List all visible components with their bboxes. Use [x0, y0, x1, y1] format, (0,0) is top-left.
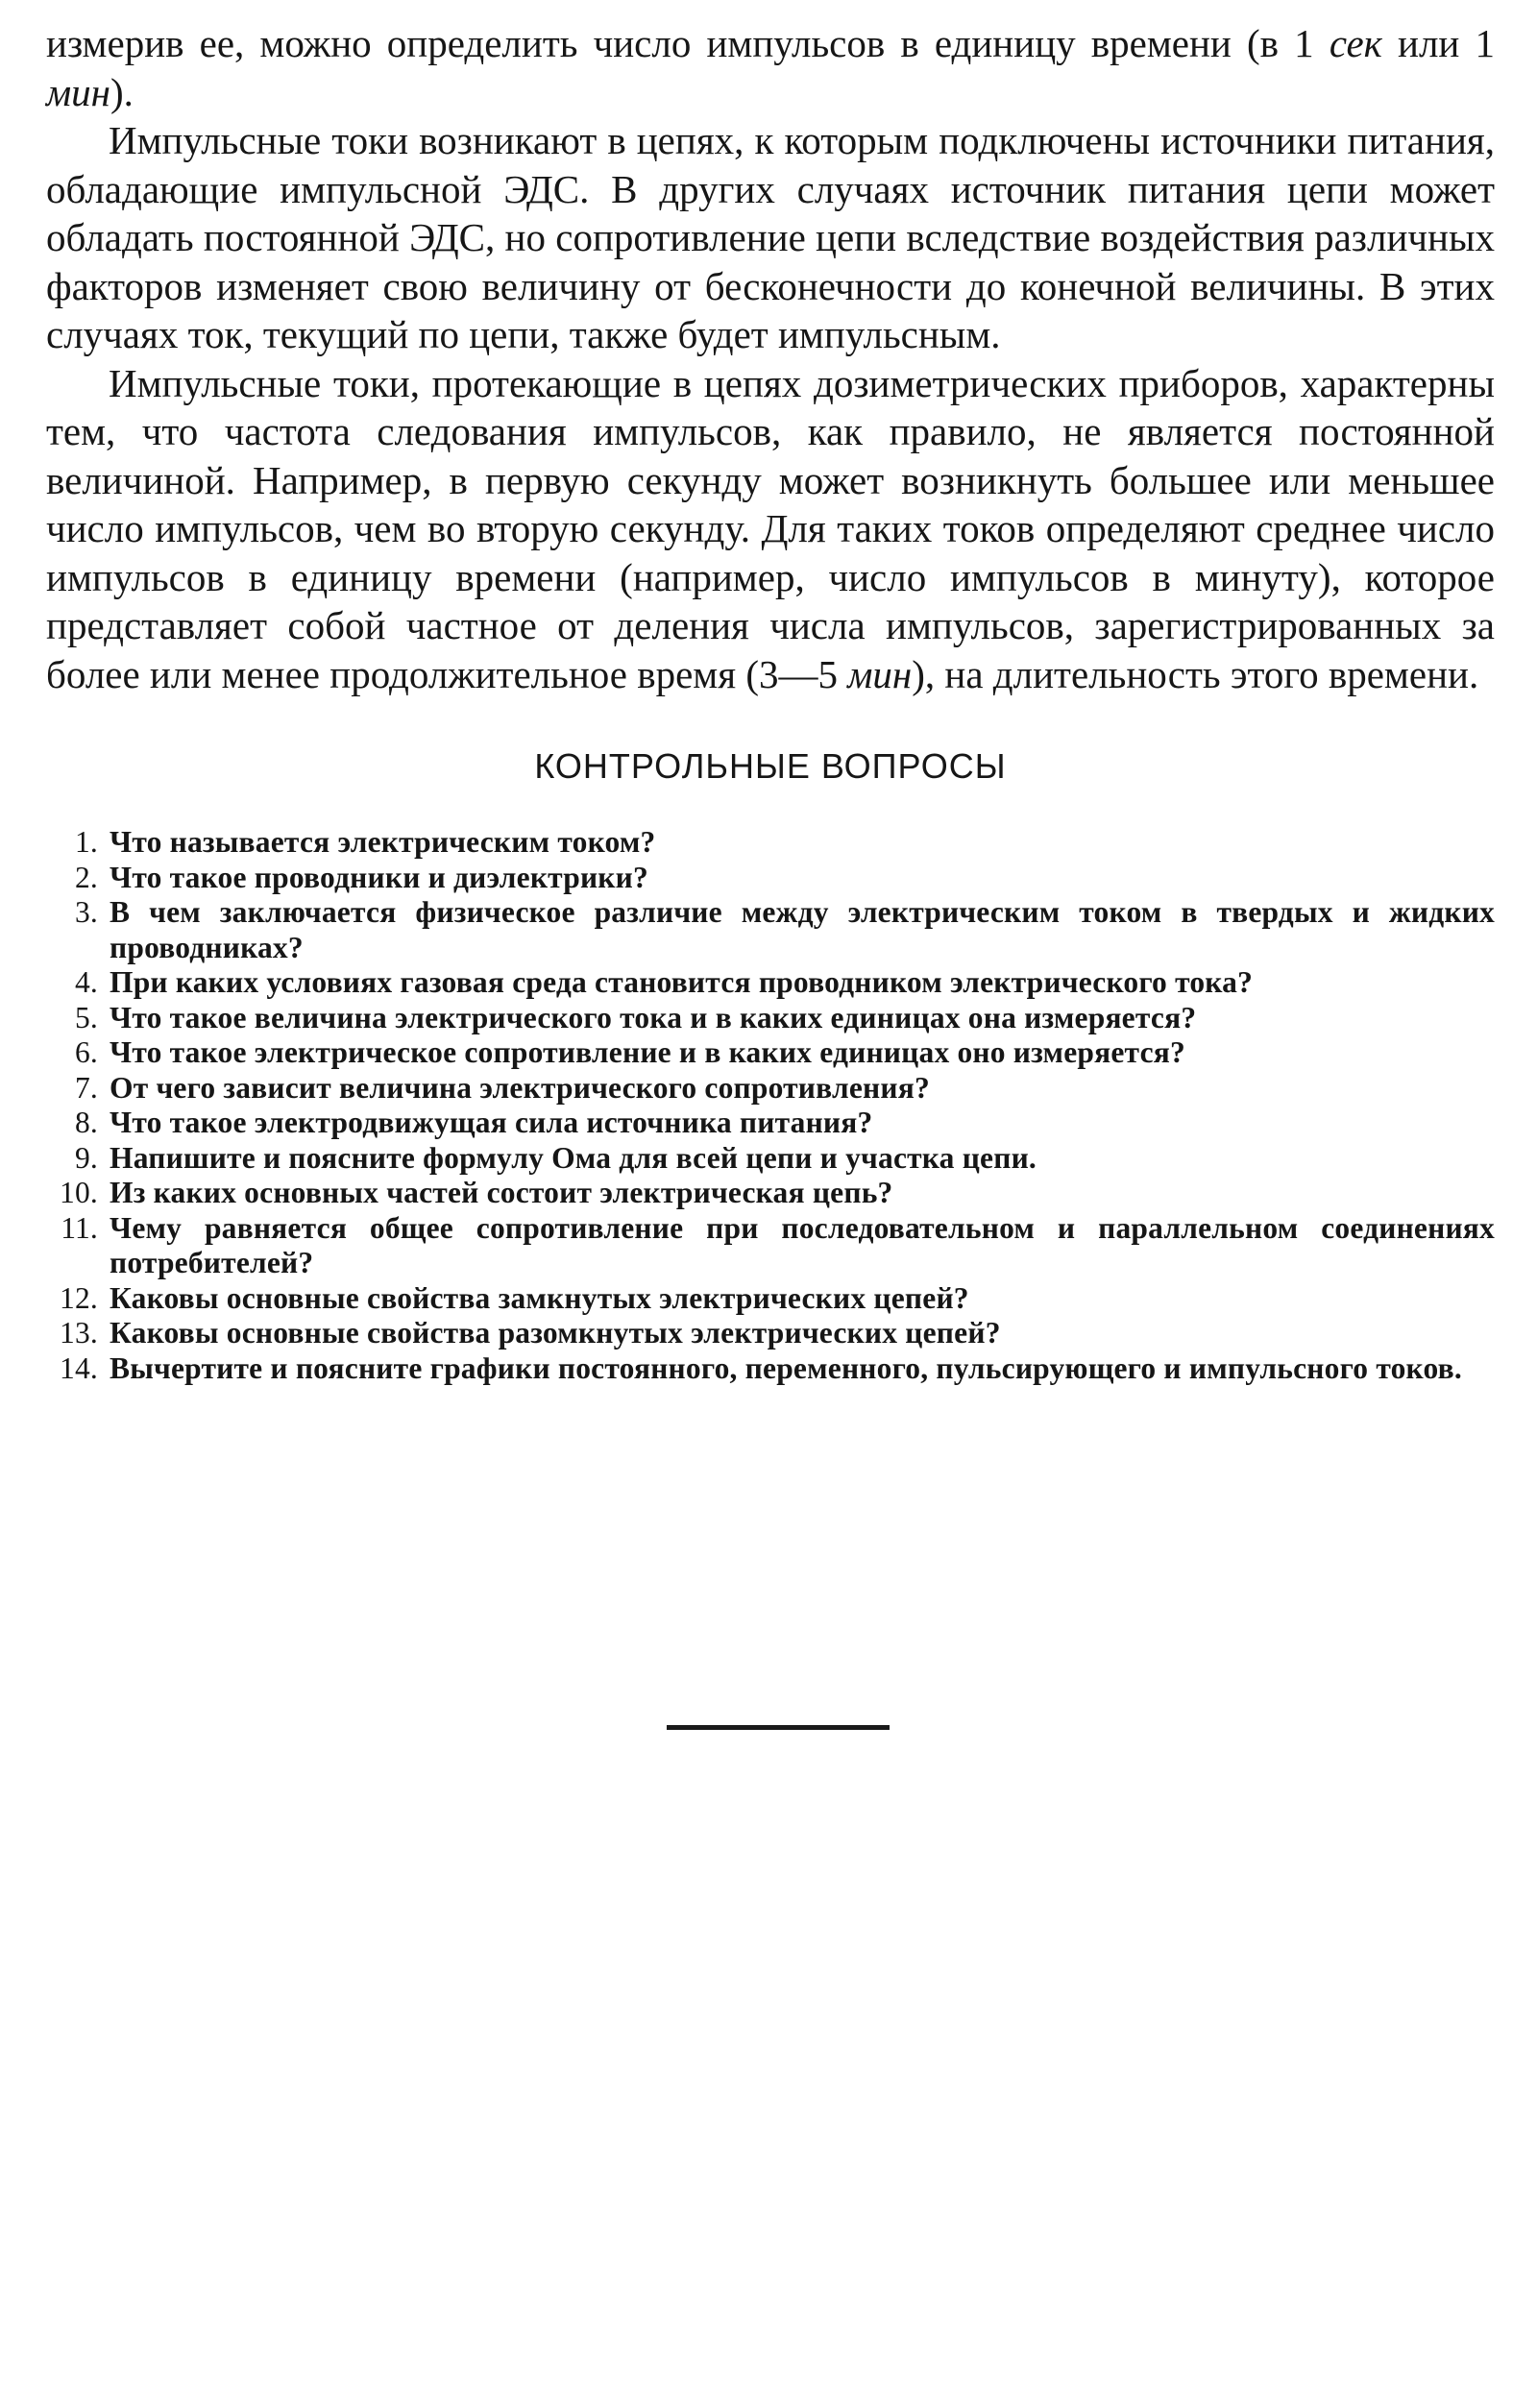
question-text: В чем заключается физическое различие между электрическим током в твердых и жидких проводниках? — [110, 895, 1495, 964]
question-number: 2. — [74, 860, 98, 894]
paragraph-text: Импульсные токи, протекающие в цепях дозиметрических приборов, характерны тем, что частота следования импульсов, как правило, не является постоянной величиной. Например, в первую секунду может возникнуть большее или меньшее число импульсов, чем во вторую секунду. Для таких токов определяют среднее число импульсов в единицу времени (например, число импульсов в минуту), которое представляет собой частное от деления числа импульсов, зарегистрированных за более или менее продолжительное время (3—5 — [46, 360, 1495, 696]
question-number: 10. — [60, 1176, 98, 1209]
paragraph-text: измерив ее, можно определить число импульсов в единицу времени (в 1 — [46, 21, 1330, 65]
question-number: 13. — [60, 1316, 98, 1350]
question-text: Из каких основных частей состоит электрическая цепь? — [110, 1176, 893, 1209]
question-item — [46, 1281, 1495, 1317]
question-text: Каковы основные свойства разомкнутых электрических цепей? — [110, 1316, 1001, 1350]
question-text: От чего зависит величина электрического сопротивления? — [110, 1070, 930, 1105]
paragraph-pulse-currents: Импульсные токи возникают в цепях, к которым подключены источники питания, обладающие импульсной ЭДС. В других случаях источник питания цепи может обладать постоянной ЭДС, но сопротивление цепи вследствие воздействия различных факторов изменяет свою величину от бесконечности до конечной величины. В этих случаях ток, текущий по цепи, также будет импульсным. — [46, 118, 1495, 356]
question-item — [46, 965, 1495, 1001]
question-text: Напишите и поясните формулу Ома для всей цепи и участка цепи. — [110, 1140, 1037, 1175]
question-text: Что такое электрическое сопротивление и в каких единицах оно измеряется? — [110, 1035, 1185, 1069]
section-heading: КОНТРОЛЬНЫЕ ВОПРОСЫ — [534, 746, 1007, 786]
question-number: 3. — [74, 895, 98, 929]
question-number: 8. — [74, 1106, 98, 1139]
chapter-end-rule — [667, 1725, 890, 1730]
question-item — [46, 1071, 1495, 1107]
question-number: 14. — [60, 1350, 98, 1385]
question-item — [46, 1001, 1495, 1036]
question-text: Чему равняется общее сопротивление при последовательном и параллельном соединениях потребителей? — [110, 1210, 1495, 1279]
unit-minutes: мин — [46, 69, 111, 114]
question-text: Что такое электродвижущая сила источника питания? — [110, 1106, 873, 1139]
unit-minutes: мин — [847, 651, 913, 696]
question-text: Что называется электрическим током? — [110, 825, 656, 859]
question-item — [46, 1211, 1495, 1281]
paragraph-text: ). — [110, 69, 134, 114]
question-text: Что такое проводники и диэлектрики? — [110, 860, 648, 894]
question-item — [46, 895, 1495, 965]
question-item — [46, 1316, 1495, 1351]
book-page — [46, 19, 1495, 1386]
question-text: Что такое величина электрического тока и в каких единицах она измеряется? — [110, 1000, 1197, 1034]
question-number: 12. — [60, 1280, 98, 1315]
question-number: 5. — [74, 1000, 98, 1034]
question-item — [46, 1141, 1495, 1177]
question-number: 11. — [61, 1210, 98, 1245]
unit-seconds: сек — [1329, 21, 1382, 65]
question-item — [46, 1176, 1495, 1211]
question-text: При каких условиях газовая среда становится проводником электрического тока? — [110, 965, 1254, 999]
question-text: Вычертите и поясните графики постоянного, переменного, пульсирующего и импульсного токов. — [110, 1350, 1462, 1385]
question-number: 9. — [74, 1140, 98, 1175]
paragraph-dosimetry-currents — [46, 359, 1495, 699]
paragraph-text: или 1 — [1381, 21, 1495, 65]
question-number: 6. — [74, 1035, 98, 1069]
question-number: 4. — [74, 965, 98, 999]
question-item — [46, 1035, 1495, 1071]
questions-list — [46, 825, 1495, 1386]
question-number: 7. — [74, 1070, 98, 1105]
paragraph-continued — [46, 19, 1495, 116]
question-item — [46, 1351, 1495, 1387]
question-text: Каковы основные свойства замкнутых электрических цепей? — [110, 1280, 969, 1315]
paragraph-text: ), на длительность этого времени. — [912, 651, 1479, 696]
question-item — [46, 861, 1495, 896]
question-number: 1. — [74, 825, 98, 859]
question-item — [46, 825, 1495, 861]
question-item — [46, 1106, 1495, 1141]
